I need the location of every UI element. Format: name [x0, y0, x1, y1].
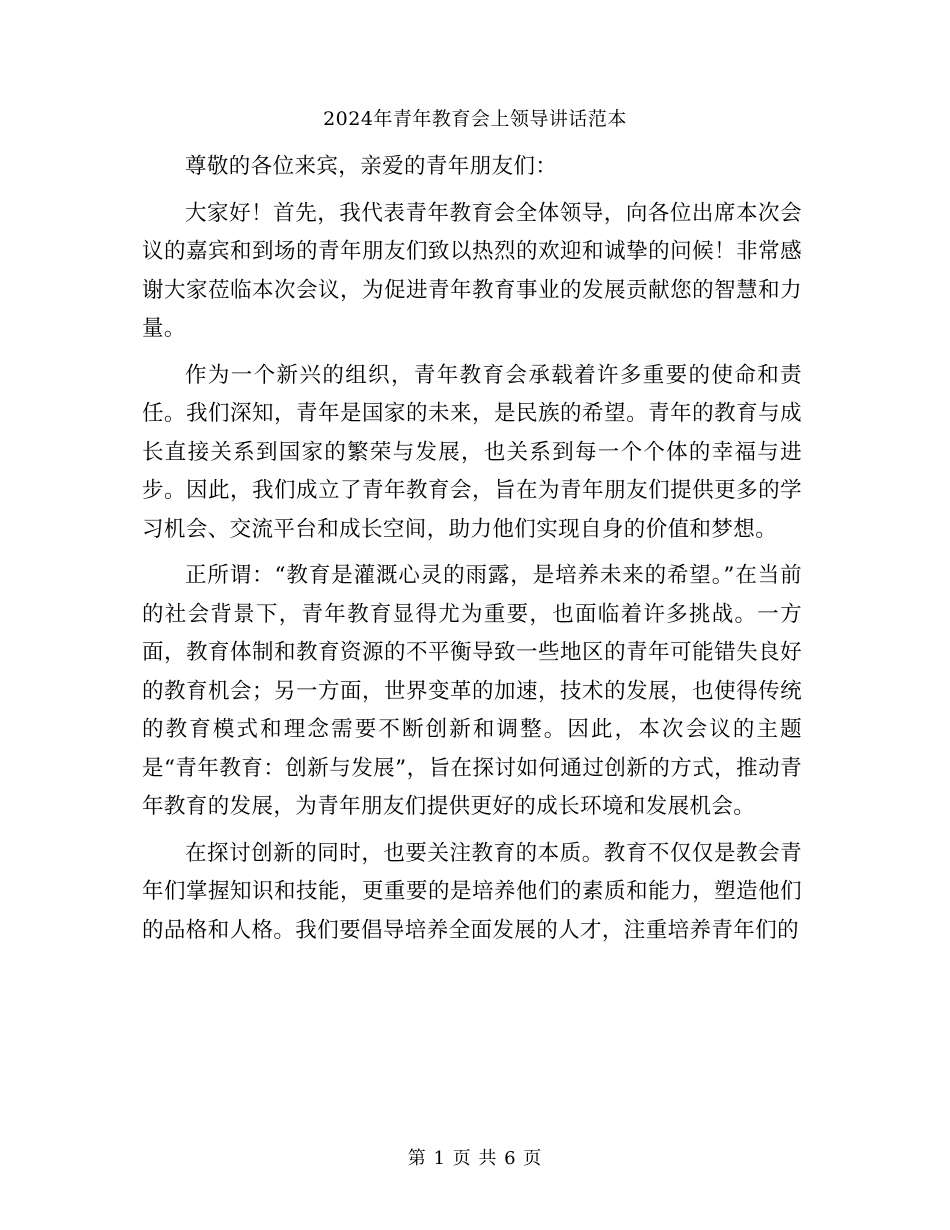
- page-number-label: 第 1 页 共 6 页: [407, 1148, 543, 1169]
- body-paragraph: 在探讨创新的同时，也要关注教育的本质。教育不仅仅是教会青年们掌握知识和技能，更重要的是培养他们的素质和能力，塑造他们的品格和人格。我们要倡导培养全面发展的人才，注重培养青年们的: [142, 840, 802, 943]
- salutation-paragraph: 尊敬的各位来宾，亲爱的青年朋友们：: [185, 154, 558, 179]
- body-paragraph: 作为一个新兴的组织，青年教育会承载着许多重要的使命和责任。我们深知，青年是国家的未来，是民族的希望。青年的教育与成长直接关系到国家的繁荣与发展，也关系到每一个个体的幸福与进步。因此，我们成立了青年教育会，旨在为青年朋友们提供更多的学习机会、交流平台和成长空间，助力他们实现自身的价值和梦想。: [142, 362, 802, 542]
- document-title: 2024年青年教育会上领导讲话范本: [323, 108, 627, 130]
- document-body: [142, 148, 802, 958]
- body-paragraph: 大家好！首先，我代表青年教育会全体领导，向各位出席本次会议的嘉宾和到场的青年朋友们致以热烈的欢迎和诚挚的问候！非常感谢大家莅临本次会议，为促进青年教育事业的发展贡献您的智慧和力量。: [142, 200, 802, 341]
- page-footer: [0, 1145, 950, 1173]
- body-paragraph: 正所谓：“教育是灌溉心灵的雨露，是培养未来的希望。”在当前的社会背景下，青年教育显得尤为重要，也面临着许多挑战。一方面，教育体制和教育资源的不平衡导致一些地区的青年可能错失良好的教育机会；另一方面，世界变革的加速，技术的发展，也使得传统的教育模式和理念需要不断创新和调整。因此，本次会议的主题是“青年教育：创新与发展”，旨在探讨如何通过创新的方式，推动青年教育的发展，为青年朋友们提供更好的成长环境和发展机会。: [142, 563, 802, 819]
